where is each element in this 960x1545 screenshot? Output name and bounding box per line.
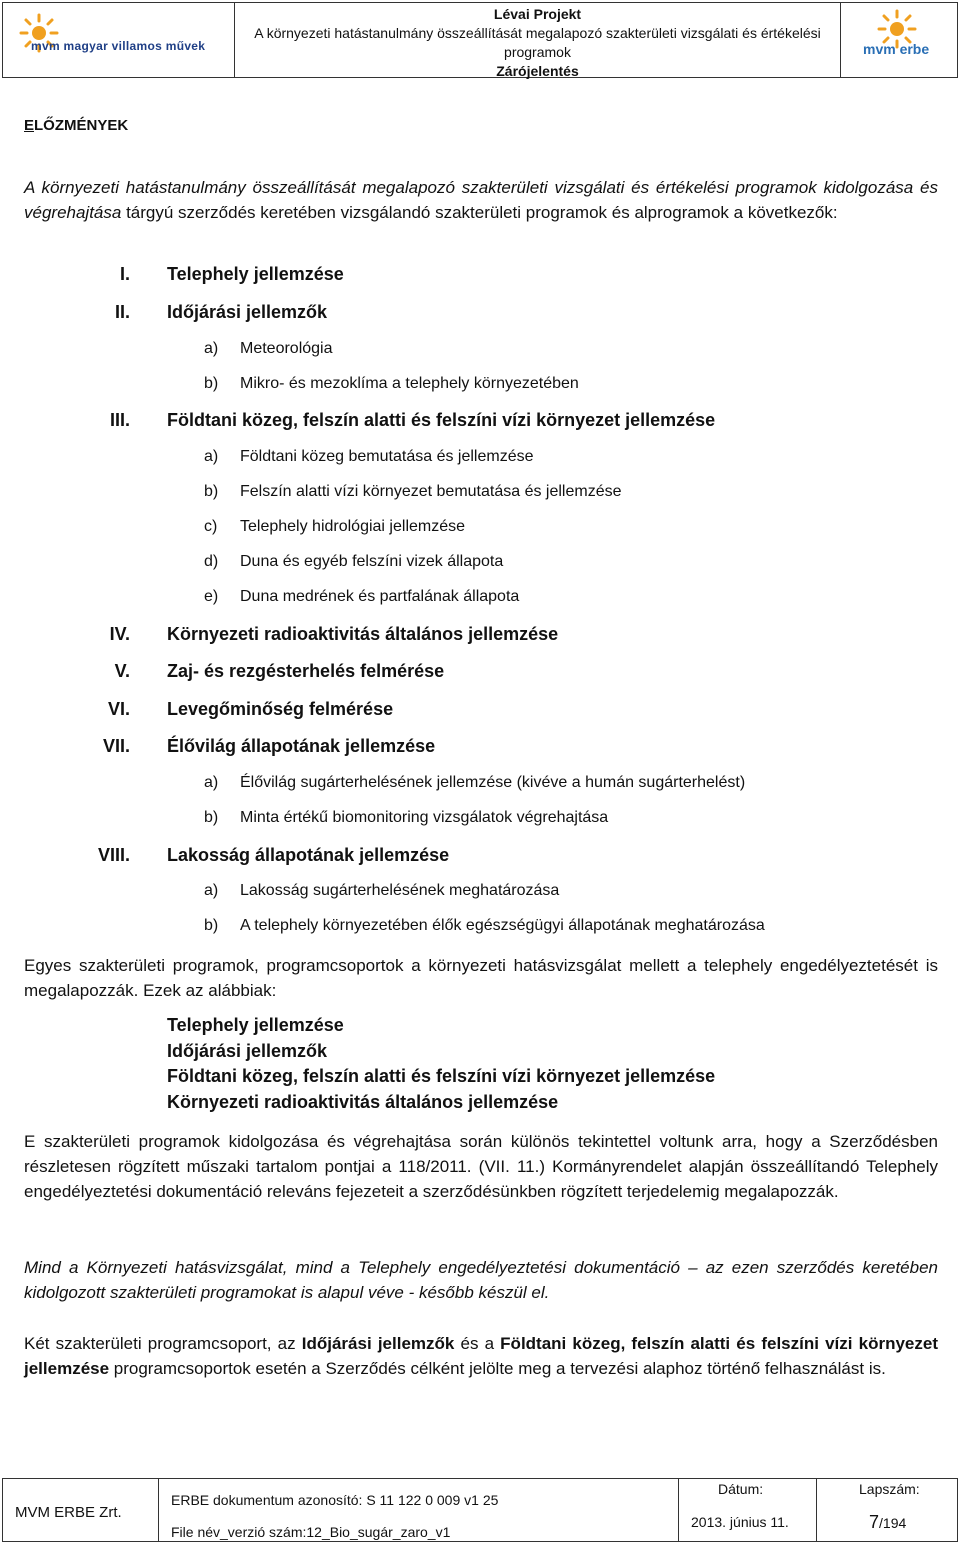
heading-first-letter: E [24, 117, 35, 134]
sub-text: Mikro- és mezoklíma a telephely környezetében [240, 375, 579, 392]
sub-text: Telephely hidrológiai jellemzése [240, 518, 466, 535]
header-title-line3: Zárójelentés [496, 63, 579, 79]
section-title: Földtani közeg, felszín alatti és felszíni vízi környezet jellemzése [167, 410, 716, 430]
footer-page-number [869, 1512, 906, 1533]
page-header [2, 2, 958, 78]
page-footer [2, 1478, 958, 1542]
section-num: VI. [107, 699, 130, 719]
footer-date-label: Dátum: [718, 1481, 764, 1497]
header-company: Lévai Projekt [493, 6, 582, 22]
footer-doc-id: ERBE dokumentum azonosító: S 11 122 0 009 v1 25 [171, 1492, 499, 1508]
section-num: V. [114, 661, 130, 681]
paragraph-planning [24, 1331, 938, 1381]
footer-date-value: 2013. június 11. [691, 1514, 789, 1530]
intro-paragraph [24, 175, 938, 225]
sub-label: a) [204, 774, 219, 791]
section-heading [24, 117, 128, 134]
sub-label: b) [204, 375, 219, 392]
section-num: IV. [109, 624, 130, 644]
sub-label: e) [204, 588, 219, 605]
sub-label: c) [204, 518, 218, 535]
footer-page-num: 7 [869, 1512, 880, 1532]
header-title-cell [235, 3, 841, 77]
section-title: Élővilág állapotának jellemzése [167, 736, 436, 756]
intro-rest: tárgyú szerződés keretében vizsgálandó szakterületi programok és alprogramok a következők: [121, 203, 838, 222]
sub-label: a) [204, 448, 219, 465]
section-num: VII. [102, 736, 130, 756]
header-title-line2: programok [504, 44, 571, 60]
paragraph-italic-note: Mind a Környezeti hatásvizsgálat, mind a Telephely engedélyeztetési dokumentáció – az ezen szerződés keretében kidolgozott szakterületi programokat is alapul véve - később készül el. [24, 1258, 938, 1302]
sub-label: d) [204, 553, 219, 570]
header-logo-left-cell [3, 3, 235, 77]
sub-text: Duna medrének és partfalának állapota [240, 588, 520, 605]
para5-text-e: programcsoportok esetén a Szerződés célként jelölte meg a tervezési alaphoz történő felhasználást is. [109, 1359, 886, 1378]
para5-bold-geology: Földtani közeg, felszín alatti és felszíni vízi környezet jellemzése [24, 1334, 938, 1378]
paragraph-programs: Egyes szakterületi programok, programcsoportok a környezeti hatásvizsgálat mellett a telephely engedélyeztetését is megalapozzák. Ezek az alábbiak: [24, 956, 938, 1000]
bold-list-item: Telephely jellemzése [167, 1015, 344, 1035]
sub-text: Meteorológia [240, 340, 333, 357]
sub-text: Lakosság sugárterhelésének meghatározása [240, 882, 560, 899]
sub-text: Felszín alatti vízi környezet bemutatása és jellemzése [240, 483, 622, 500]
section-title: Zaj- és rezgésterhelés felmérése [167, 661, 445, 681]
para5-text-a: Két szakterületi programcsoport, az [24, 1334, 302, 1353]
bold-list-item: Környezeti radioaktivitás általános jellemzése [167, 1092, 559, 1112]
heading-rest: LŐZMÉNYEK [34, 117, 129, 134]
header-title-line1: A környezeti hatástanulmány összeállítását megalapozó szakterületi vizsgálati és értékelési [254, 25, 821, 41]
bold-list-item: Földtani közeg, felszín alatti és felszíni vízi környezet jellemzése [167, 1066, 716, 1086]
header-logo-right-cell [841, 3, 957, 77]
sub-text: Élővilág sugárterhelésének jellemzése (kivéve a humán sugárterhelést) [240, 774, 746, 791]
section-title: Levegőminőség felmérése [167, 699, 394, 719]
sub-text: A telephely környezetében élők egészségügyi állapotának meghatározása [240, 917, 765, 934]
footer-company: MVM ERBE Zrt. [15, 1504, 122, 1521]
para5-text-c: és a [454, 1334, 501, 1353]
sub-text: Duna és egyéb felszíni vizek állapota [240, 553, 504, 570]
sub-label: b) [204, 917, 219, 934]
section-num: III. [109, 410, 130, 430]
sub-label: a) [204, 882, 219, 899]
section-title: Telephely jellemzése [167, 264, 344, 284]
section-num: VIII. [97, 845, 130, 865]
footer-page-total: /194 [879, 1515, 907, 1531]
section-title: Környezeti radioaktivitás általános jellemzése [167, 624, 559, 644]
footer-file-name: File név_verzió szám:12_Bio_sugár_zaro_v1 [171, 1524, 451, 1540]
logo-right-text: mvm erbe [863, 41, 930, 57]
section-title: Lakosság állapotának jellemzése [167, 845, 450, 865]
sub-label: b) [204, 809, 219, 826]
para5-bold-weather: Időjárási jellemzők [301, 1334, 455, 1353]
logo-left-text: mvm magyar villamos művek [31, 39, 206, 53]
section-num: II. [114, 302, 130, 322]
sub-text: Minta értékű biomonitoring vizsgálatok végrehajtása [240, 809, 609, 826]
paragraph-regulation: E szakterületi programok kidolgozása és végrehajtása során különös tekintettel voltunk arra, hogy a Szerződésben részletesen rögzített műszaki tartalom pontjai a 118/2011. (VII. 11.) Kormányrendelet alapján összeállítandó Telephely engedélyeztetési dokumentáció releváns fejezeteit a szerződésünkben rögzített terjedelemig megalapozzák. [24, 1132, 938, 1201]
sub-text: Földtani közeg bemutatása és jellemzése [240, 448, 534, 465]
sub-label: a) [204, 340, 219, 357]
footer-page-label: Lapszám: [859, 1481, 920, 1497]
sub-label: b) [204, 483, 219, 500]
bold-list-item: Időjárási jellemzők [167, 1041, 328, 1061]
intro-italic: A környezeti hatástanulmány összeállítását megalapozó szakterületi vizsgálati és értékelési programok kidolgozása és végrehajtása [24, 178, 938, 222]
section-title: Időjárási jellemzők [167, 302, 328, 322]
section-num: I. [119, 264, 130, 284]
